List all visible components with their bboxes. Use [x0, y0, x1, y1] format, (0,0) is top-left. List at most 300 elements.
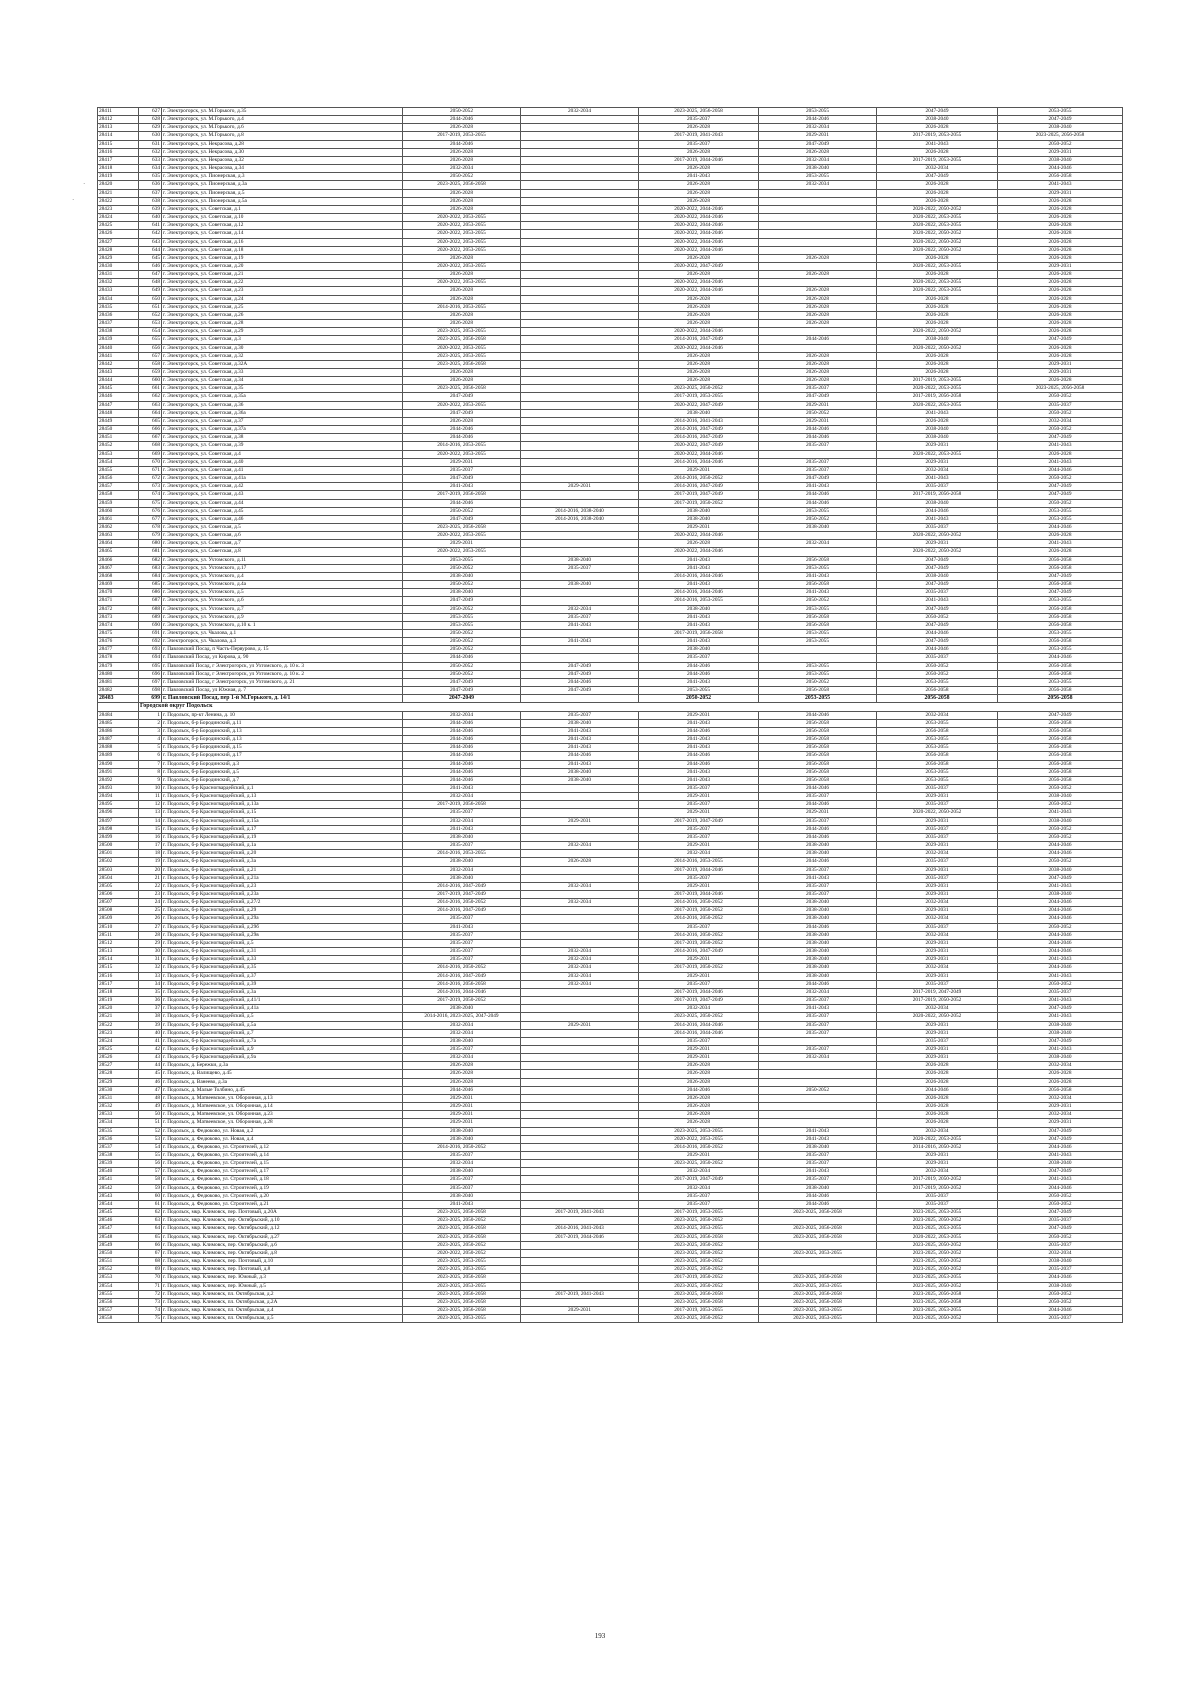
period-cell-6: 2047-2049 [998, 1005, 1123, 1013]
period-cell-5: 2017-2019, 2056-2058 [877, 491, 998, 499]
address-cell: г. Электрогорск, ул. Советская, д.22 [162, 279, 403, 287]
period-cell-2 [521, 1168, 639, 1176]
table-row [98, 1119, 1123, 1127]
period-cell-2: 2032-2034 [521, 108, 639, 116]
address-cell: г. Электрогорск, ул. Советская, д.25 [162, 303, 403, 311]
period-cell-6: 2056-2058 [998, 695, 1123, 703]
period-cell-4: 2050-2052 [759, 409, 877, 417]
period-cell-3: 2017-2019, 2053-2055 [639, 393, 759, 401]
period-cell-4: 2053-2055 [759, 638, 877, 646]
row-number-cell: 641 [139, 222, 162, 230]
address-cell: г. Подольск, б-р Бородинский, д.13 [162, 736, 403, 744]
record-id-cell: 28506 [98, 891, 139, 899]
period-cell-6: 2026-2028 [998, 328, 1123, 336]
address-cell: г. Подольск, б-р Бородинский, д.13 [162, 727, 403, 735]
row-number-cell: 52 [139, 1127, 162, 1135]
record-id-cell: 28510 [98, 923, 139, 931]
period-cell-1: 2023-2025, 2056-2058 [403, 360, 521, 368]
row-number-cell: 672 [139, 475, 162, 483]
address-cell: г. Электрогорск, ул. Ухтомского, д.5 [162, 589, 403, 597]
record-id-cell: 28453 [98, 450, 139, 458]
period-cell-5: 2017-2019, 2053-2055 [877, 377, 998, 385]
period-cell-2 [521, 1217, 639, 1225]
period-cell-1: 2035-2037 [403, 956, 521, 964]
period-cell-5: 2038-2040 [877, 434, 998, 442]
period-cell-2: 2041-2043 [521, 638, 639, 646]
period-cell-6: 2026-2028 [998, 214, 1123, 222]
table-row [98, 1315, 1123, 1323]
period-cell-1: 2023-2025, 2056-2058 [403, 1225, 521, 1233]
period-cell-1: 2026-2028 [403, 295, 521, 303]
period-cell-5: 2029-2031 [877, 939, 998, 947]
row-number-cell: 692 [139, 638, 162, 646]
period-cell-2 [521, 1315, 639, 1323]
period-cell-6: 2047-2049 [998, 711, 1123, 719]
period-cell-4: 2038-2040 [759, 899, 877, 907]
period-cell-1: 2023-2025, 2056-2058 [403, 1290, 521, 1298]
record-id-cell: 28485 [98, 719, 139, 727]
address-cell: г. Электрогорск, ул. Советская, д.4 [162, 450, 403, 458]
period-cell-3: 2014-2016, 2053-2055 [639, 858, 759, 866]
period-cell-4: 2026-2028 [759, 148, 877, 156]
period-cell-3: 2023-2025, 2056-2058 [639, 1290, 759, 1298]
period-cell-6: 2026-2028 [998, 344, 1123, 352]
period-cell-5: 2047-2049 [877, 564, 998, 572]
row-number-cell: 654 [139, 328, 162, 336]
table-row [98, 401, 1123, 409]
period-cell-6: 2029-2031 [998, 189, 1123, 197]
row-number-cell: 691 [139, 630, 162, 638]
period-cell-5: 2035-2037 [877, 1037, 998, 1045]
record-id-cell: 28437 [98, 320, 139, 328]
record-id-cell: 28477 [98, 646, 139, 654]
period-cell-5: 2014-2016, 2050-2052 [877, 1143, 998, 1151]
period-cell-1: 2020-2022, 2053-2055 [403, 279, 521, 287]
period-cell-2 [521, 132, 639, 140]
address-cell: г. Электрогорск, ул. Советская, д.45 [162, 507, 403, 515]
period-cell-4: 2035-2037 [759, 866, 877, 874]
table-row [98, 189, 1123, 197]
period-cell-6: 2029-2031 [998, 1103, 1123, 1111]
period-cell-5: 2023-2025, 2050-2052 [877, 1249, 998, 1257]
period-cell-6: 2026-2028 [998, 230, 1123, 238]
period-cell-3: 2017-2019, 2056-2058 [639, 630, 759, 638]
period-cell-2: 2017-2019, 2044-2046 [521, 1233, 639, 1241]
row-number-cell: 630 [139, 132, 162, 140]
record-id-cell: 28523 [98, 1029, 139, 1037]
row-number-cell: 6 [139, 752, 162, 760]
period-cell-6: 2038-2040 [998, 1021, 1123, 1029]
record-id-cell: 28423 [98, 205, 139, 213]
row-number-cell: 696 [139, 670, 162, 678]
period-cell-2: 2041-2043 [521, 760, 639, 768]
period-cell-5: 2032-2034 [877, 899, 998, 907]
period-cell-6: 2053-2055 [998, 678, 1123, 686]
period-cell-6: 2041-2043 [998, 540, 1123, 548]
period-cell-1: 2020-2022, 2053-2055 [403, 230, 521, 238]
address-cell: г. Электрогорск, ул. Советская, д.19 [162, 254, 403, 262]
period-cell-3: 2041-2043 [639, 678, 759, 686]
address-cell: г. Подольск, мкр. Климовск, пер. Южный, д.5 [162, 1282, 403, 1290]
address-cell: г. Электрогорск, ул. Ухтомского, д.7 [162, 605, 403, 613]
record-id-cell: 28420 [98, 181, 139, 189]
period-cell-1: 2035-2037 [403, 1184, 521, 1192]
record-id-cell: 28426 [98, 230, 139, 238]
table-row [98, 320, 1123, 328]
period-cell-3: 2023-2025, 2050-2052 [639, 1266, 759, 1274]
period-cell-6: 2050-2052 [998, 784, 1123, 792]
period-cell-4: 2032-2034 [759, 181, 877, 189]
record-id-cell: 28558 [98, 1315, 139, 1323]
period-cell-5: 2032-2034 [877, 915, 998, 923]
row-number-cell: 49 [139, 1103, 162, 1111]
table-row [98, 230, 1123, 238]
period-cell-1: 2026-2028 [403, 205, 521, 213]
row-number-cell: 36 [139, 997, 162, 1005]
period-cell-3: 2026-2028 [639, 1078, 759, 1086]
period-cell-3: 2014-2016, 2047-2049 [639, 434, 759, 442]
period-cell-2: 2032-2034 [521, 842, 639, 850]
period-cell-6: 2050-2052 [998, 825, 1123, 833]
period-cell-4: 2053-2055 [759, 108, 877, 116]
row-number-cell: 640 [139, 214, 162, 222]
address-cell: г. Электрогорск, ул. Советская, д.1 [162, 205, 403, 213]
period-cell-2 [521, 630, 639, 638]
period-cell-3: 2026-2028 [639, 540, 759, 548]
period-cell-6: 2041-2043 [998, 997, 1123, 1005]
period-cell-6: 2044-2046 [998, 907, 1123, 915]
address-cell: г. Электрогорск, ул. Некрасова, д.32 [162, 156, 403, 164]
address-cell: г. Электрогорск, ул. М.Горького, д.35 [162, 108, 403, 116]
row-number-cell: 43 [139, 1054, 162, 1062]
address-cell: г. Павловский Посад, г Электрогорск, ул Ухтомского, д. 21 [162, 678, 403, 686]
period-cell-2 [521, 1119, 639, 1127]
period-cell-4: 2038-2040 [759, 939, 877, 947]
period-cell-3: 2026-2028 [639, 1119, 759, 1127]
period-cell-1: 2023-2025, 2056-2058 [403, 523, 521, 531]
period-cell-3: 2041-2043 [639, 768, 759, 776]
period-cell-1: 2017-2019, 2053-2055 [403, 132, 521, 140]
period-cell-6: 2029-2031 [998, 148, 1123, 156]
period-cell-1: 2017-2019, 2056-2058 [403, 491, 521, 499]
period-cell-2: 2017-2019, 2041-2043 [521, 1209, 639, 1217]
period-cell-3: 2017-2019, 2047-2049 [639, 491, 759, 499]
period-cell-5: 2044-2046 [877, 1086, 998, 1094]
period-cell-4: 2026-2028 [759, 254, 877, 262]
period-cell-5: 2026-2028 [877, 352, 998, 360]
period-cell-6: 2056-2058 [998, 752, 1123, 760]
address-cell: г. Электрогорск, ул. Советская, д.42 [162, 483, 403, 491]
period-cell-6: 2053-2055 [998, 515, 1123, 523]
address-cell: г. Электрогорск, ул. Пионерская, д.3а [162, 181, 403, 189]
period-cell-5: 2035-2037 [877, 1200, 998, 1208]
table-row [98, 882, 1123, 890]
period-cell-3: 2023-2025, 2056-2058 [639, 108, 759, 116]
table-row [98, 532, 1123, 540]
table-row [98, 165, 1123, 173]
table-row [98, 1282, 1123, 1290]
period-cell-6: 2047-2049 [998, 589, 1123, 597]
record-id-cell: 28448 [98, 409, 139, 417]
record-id-cell: 28412 [98, 116, 139, 124]
address-cell: г. Электрогорск, ул. Чкалова, д.1 [162, 630, 403, 638]
period-cell-4: 2044-2046 [759, 980, 877, 988]
record-id-cell: 28508 [98, 907, 139, 915]
period-cell-2 [521, 784, 639, 792]
period-cell-6: 2044-2046 [998, 899, 1123, 907]
period-cell-3: 2050-2052 [639, 695, 759, 703]
record-id-cell: 28511 [98, 931, 139, 939]
period-cell-2 [521, 1062, 639, 1070]
period-cell-4: 2044-2046 [759, 923, 877, 931]
table-row [98, 434, 1123, 442]
period-cell-5: 2020-2022, 2053-2055 [877, 279, 998, 287]
period-cell-1: 2014-2016, 2050-2052 [403, 964, 521, 972]
period-cell-6: 2041-2043 [998, 458, 1123, 466]
address-cell: г. Подольск, б-р Красногвардейский, д.19 [162, 833, 403, 841]
address-cell: г. Подольск, д. Федюково, ул. Строителей, д.20 [162, 1192, 403, 1200]
period-cell-3: 2026-2028 [639, 320, 759, 328]
record-id-cell: 28449 [98, 417, 139, 425]
period-cell-6: 2056-2058 [998, 727, 1123, 735]
record-id-cell: 28486 [98, 727, 139, 735]
address-cell: г. Подольск, б-р Бородинский, д.11 [162, 719, 403, 727]
period-cell-3: 2014-2016, 2050-2052 [639, 1143, 759, 1151]
record-id-cell: 28459 [98, 499, 139, 507]
row-number-cell: 631 [139, 140, 162, 148]
period-cell-5: 2029-2031 [877, 458, 998, 466]
period-cell-6: 2056-2058 [998, 621, 1123, 629]
table-row [98, 499, 1123, 507]
period-cell-5: 2017-2019, 2050-2052 [877, 1176, 998, 1184]
period-cell-5: 2029-2031 [877, 1045, 998, 1053]
period-cell-5: 2047-2049 [877, 605, 998, 613]
row-number-cell: 32 [139, 964, 162, 972]
period-cell-5: 2020-2022, 2050-2052 [877, 230, 998, 238]
row-number-cell: 33 [139, 972, 162, 980]
period-cell-5: 2023-2025, 2053-2055 [877, 1225, 998, 1233]
period-cell-4: 2035-2037 [759, 891, 877, 899]
period-cell-1: 2023-2025, 2056-2058 [403, 336, 521, 344]
table-row [98, 1103, 1123, 1111]
period-cell-2 [521, 124, 639, 132]
period-cell-6: 2041-2043 [998, 1152, 1123, 1160]
record-id-cell: 28436 [98, 311, 139, 319]
address-cell: г. Электрогорск, ул. Ухтомского, д.4а [162, 581, 403, 589]
period-cell-1: 2050-2052 [403, 662, 521, 670]
table-row [98, 939, 1123, 947]
period-cell-4: 2044-2046 [759, 426, 877, 434]
table-row [98, 197, 1123, 205]
period-cell-5: 2029-2031 [877, 891, 998, 899]
period-cell-1: 2047-2049 [403, 687, 521, 695]
table-row [98, 972, 1123, 980]
section-title: Городской округ Подольск [139, 703, 1123, 711]
record-id-cell: 28549 [98, 1241, 139, 1249]
period-cell-6: 2023-2025, 2056-2058 [998, 132, 1123, 140]
record-id-cell: 28557 [98, 1306, 139, 1314]
period-cell-2 [521, 850, 639, 858]
period-cell-5: 2026-2028 [877, 1078, 998, 1086]
period-cell-3: 2026-2028 [639, 1070, 759, 1078]
row-number-cell: 645 [139, 254, 162, 262]
record-id-cell: 28450 [98, 426, 139, 434]
period-cell-2 [521, 450, 639, 458]
period-cell-1: 2026-2028 [403, 377, 521, 385]
period-cell-2 [521, 1160, 639, 1168]
row-number-cell: 666 [139, 426, 162, 434]
record-id-cell: 28466 [98, 556, 139, 564]
record-id-cell: 28457 [98, 483, 139, 491]
period-cell-4: 2056-2058 [759, 744, 877, 752]
record-id-cell: 28492 [98, 776, 139, 784]
period-cell-2 [521, 344, 639, 352]
period-cell-4 [759, 1241, 877, 1249]
period-cell-6: 2038-2040 [998, 156, 1123, 164]
row-number-cell: 56 [139, 1160, 162, 1168]
row-number-cell: 689 [139, 613, 162, 621]
row-number-cell: 633 [139, 156, 162, 164]
period-cell-3: 2014-2016, 2044-2046 [639, 458, 759, 466]
period-cell-1: 2044-2046 [403, 744, 521, 752]
period-cell-5: 2053-2055 [877, 768, 998, 776]
period-cell-5: 2020-2022, 2050-2052 [877, 532, 998, 540]
table-row [98, 809, 1123, 817]
record-id-cell: 28555 [98, 1290, 139, 1298]
table-row [98, 581, 1123, 589]
address-cell: г. Подольск, мкр. Климовск, пер. Октябрьский, д.12 [162, 1225, 403, 1233]
period-cell-3: 2026-2028 [639, 148, 759, 156]
period-cell-2 [521, 352, 639, 360]
period-cell-1: 2023-2025, 2050-2052 [403, 1241, 521, 1249]
record-id-cell: 28520 [98, 1005, 139, 1013]
period-cell-1: 2044-2046 [403, 1086, 521, 1094]
record-id-cell: 28456 [98, 475, 139, 483]
address-cell: г. Подольск, мкр. Климовск, пер. Почтовый, д.20А [162, 1209, 403, 1217]
period-cell-3: 2017-2019, 2050-2052 [639, 1274, 759, 1282]
table-row [98, 426, 1123, 434]
address-cell: г. Подольск, б-р Красногвардейский, д.5а [162, 1021, 403, 1029]
period-cell-1: 2029-2031 [403, 458, 521, 466]
period-cell-3: 2041-2043 [639, 581, 759, 589]
period-cell-1: 2014-2016, 2053-2055 [403, 442, 521, 450]
period-cell-6: 2050-2052 [998, 426, 1123, 434]
period-cell-3: 2014-2016, 2050-2052 [639, 899, 759, 907]
period-cell-5: 2053-2055 [877, 736, 998, 744]
address-cell: г. Подольск, д. Федюково, ул. Строителей, д.19 [162, 1184, 403, 1192]
table-row [98, 842, 1123, 850]
period-cell-3: 2041-2043 [639, 736, 759, 744]
record-id-cell: 28507 [98, 899, 139, 907]
address-cell: г. Подольск, б-р Красногвардейский, д.9а [162, 1054, 403, 1062]
table-row [98, 948, 1123, 956]
table-row [98, 891, 1123, 899]
period-cell-4 [759, 262, 877, 270]
record-id-cell: 28500 [98, 842, 139, 850]
address-cell: г. Подольск, б-р Красногвардейский, д.5 [162, 939, 403, 947]
address-cell: г. Подольск, мкр. Климовск, пл. Октябрьская, д.2А [162, 1298, 403, 1306]
table-row [98, 866, 1123, 874]
row-number-cell: 22 [139, 882, 162, 890]
row-number-cell: 31 [139, 956, 162, 964]
period-cell-3: 2017-2019, 2047-2049 [639, 817, 759, 825]
period-cell-4 [759, 1078, 877, 1086]
address-cell: г. Электрогорск, ул. Советская, д.16 [162, 238, 403, 246]
row-number-cell: 677 [139, 515, 162, 523]
record-id-cell: 28515 [98, 964, 139, 972]
period-cell-1: 2050-2052 [403, 173, 521, 181]
period-cell-5: 2020-2022, 2053-2055 [877, 385, 998, 393]
address-cell: г. Подольск, б-р Красногвардейский, д.21а [162, 874, 403, 882]
period-cell-4: 2023-2025, 2056-2058 [759, 1225, 877, 1233]
record-id-cell: 28550 [98, 1249, 139, 1257]
row-number-cell: 70 [139, 1274, 162, 1282]
table-row [98, 205, 1123, 213]
period-cell-1: 2023-2025, 2056-2058 [403, 1306, 521, 1314]
period-cell-3: 2017-2019, 2044-2046 [639, 891, 759, 899]
period-cell-5: 2035-2037 [877, 825, 998, 833]
period-cell-5: 2041-2043 [877, 140, 998, 148]
record-id-cell: 28491 [98, 768, 139, 776]
period-cell-4: 2035-2037 [759, 1013, 877, 1021]
period-cell-4: 2029-2031 [759, 401, 877, 409]
record-id-cell: 28553 [98, 1274, 139, 1282]
period-cell-6: 2047-2049 [998, 1037, 1123, 1045]
period-cell-2: 2032-2034 [521, 948, 639, 956]
period-cell-1: 2044-2046 [403, 654, 521, 662]
period-cell-2: 2014-2016, 2041-2043 [521, 1225, 639, 1233]
period-cell-1: 2041-2043 [403, 483, 521, 491]
period-cell-6: 2056-2058 [998, 581, 1123, 589]
table-row [98, 784, 1123, 792]
period-cell-3: 2023-2025, 2050-2052 [639, 1241, 759, 1249]
table-row [98, 1266, 1123, 1274]
period-cell-1: 2044-2046 [403, 140, 521, 148]
table-row [98, 336, 1123, 344]
period-cell-3: 2035-2037 [639, 784, 759, 792]
address-cell: г. Подольск, д. Федюково, ул. Строителей, д.15 [162, 1160, 403, 1168]
period-cell-5: 2047-2049 [877, 581, 998, 589]
period-cell-1: 2014-2016, 2053-2055 [403, 303, 521, 311]
period-cell-3: 2020-2022, 2044-2046 [639, 344, 759, 352]
table-row [98, 1192, 1123, 1200]
period-cell-4: 2032-2034 [759, 988, 877, 996]
table-row [98, 1168, 1123, 1176]
period-cell-4: 2026-2028 [759, 352, 877, 360]
period-cell-4: 2041-2043 [759, 572, 877, 580]
row-number-cell: 665 [139, 417, 162, 425]
table-row [98, 108, 1123, 116]
period-cell-4: 2056-2058 [759, 752, 877, 760]
period-cell-1: 2035-2037 [403, 1176, 521, 1184]
row-number-cell: 635 [139, 173, 162, 181]
period-cell-5: 2056-2058 [877, 687, 998, 695]
row-number-cell: 648 [139, 279, 162, 287]
period-cell-1: 2041-2043 [403, 1200, 521, 1208]
period-cell-1: 2026-2028 [403, 156, 521, 164]
period-cell-4: 2044-2046 [759, 499, 877, 507]
period-cell-4: 2038-2040 [759, 1184, 877, 1192]
period-cell-4: 2026-2028 [759, 360, 877, 368]
period-cell-1: 2053-2055 [403, 556, 521, 564]
table-row [98, 295, 1123, 303]
period-cell-6: 2026-2028 [998, 450, 1123, 458]
record-id-cell: 28443 [98, 369, 139, 377]
period-cell-5: 2029-2031 [877, 972, 998, 980]
period-cell-6: 2050-2052 [998, 1192, 1123, 1200]
record-id-cell: 28509 [98, 915, 139, 923]
period-cell-2: 2032-2034 [521, 882, 639, 890]
